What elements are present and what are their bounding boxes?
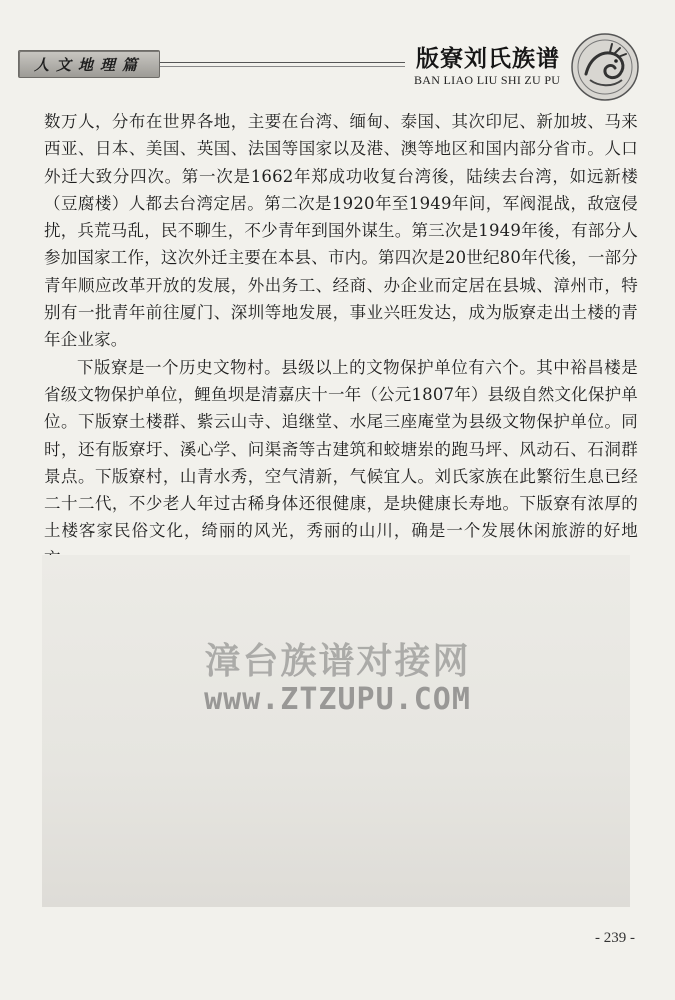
book-title: 版寮刘氏族谱 — [416, 46, 560, 72]
header-rule-secondary — [160, 66, 405, 67]
faded-photo-area — [42, 555, 630, 907]
paragraph-1: 数万人，分布在世界各地，主要在台湾、缅甸、泰国、其次印尼、新加坡、马来西亚、日本、美国、英国、法国等国家以及港、澳等地区和国内部分省市。人口外迁大致分四次。第一次是1662年郑成功收复台湾後，陆续去台湾，如远新楼（豆腐楼）人都去台湾定居。第二次是1920年至1949年间，军阀混战，敌寇侵扰，兵荒马乱，民不聊生，不少青年到国外谋生。第三次是1949年後，有部分人参加国家工作，这次外迁主要在本县、市内。第四次是20世纪80年代後，一部分青年顺应改革开放的发展，外出务工、经商、办企业而定居在县城、漳州市，特别有一批青年前往厦门、深圳等地发展，事业兴旺发达，成为版寮走出土楼的青年企业家。 — [44, 112, 638, 350]
header-rule — [160, 62, 405, 63]
body-text — [44, 108, 638, 572]
watermark-url: www.ZTZUPU.COM — [204, 682, 471, 717]
dragon-emblem-icon — [568, 30, 642, 104]
page-header — [0, 0, 675, 100]
book-title-pinyin: BAN LIAO LIU SHI ZU PU — [414, 73, 561, 87]
watermark-site-name: 漳台族谱对接网 — [204, 641, 471, 682]
page-number: - 239 - — [595, 930, 635, 946]
section-label: 人文地理篇 — [33, 56, 144, 74]
section-tab — [18, 50, 160, 78]
paragraph-2: 下版寮是一个历史文物村。县级以上的文物保护单位有六个。其中裕昌楼是省级文物保护单位，鲤鱼坝是清嘉庆十一年（公元1807年）县级自然文化保护单位。下版寮土楼群、紫云山寺、追继堂、水尾三座庵堂为县级文物保护单位。同时，还有版寮圩、溪心学、问渠斋等古建筑和蛟塘岽的跑马坪、风动石、石洞群景点。下版寮村，山青水秀，空气清新，气候宜人。刘氏家族在此繁衍生息已经二十二代，不少老人年过古稀身体还很健康，是块健康长寿地。下版寮有浓厚的土楼客家民俗文化，绮丽的风光，秀丽的山川，确是一个发展休闲旅游的好地 — [44, 357, 638, 541]
